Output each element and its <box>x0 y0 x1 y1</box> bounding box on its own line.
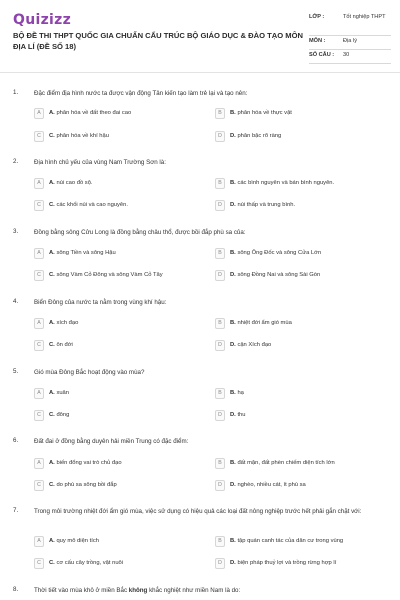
options-row <box>34 318 384 331</box>
option-letter-box: B <box>215 178 225 189</box>
option-letter-box: D <box>215 270 225 281</box>
option-text: D. nghèo, nhiều cát, ít phù sa <box>230 482 306 488</box>
option-d[interactable] <box>215 480 380 493</box>
option-letter-box: B <box>215 108 225 119</box>
option-text: B. nhiệt đới ẩm gió mùa <box>230 320 292 326</box>
option-letter-box: D <box>215 340 225 351</box>
option-d[interactable] <box>215 558 380 571</box>
question-text: Đất đai ở đồng bằng duyên hải miền Trung có đặc điểm: <box>34 438 189 445</box>
option-c[interactable] <box>34 410 199 423</box>
option-b[interactable] <box>215 248 380 261</box>
meta-value: Địa lý <box>343 35 391 49</box>
option-text: B. các bình nguyên và bán bình nguyên. <box>230 180 335 186</box>
option-letter-box: C <box>34 270 44 281</box>
question-number: 2. <box>13 158 19 165</box>
option-c[interactable] <box>34 480 199 493</box>
option-a[interactable] <box>34 388 199 401</box>
option-letter-box: A <box>34 458 44 469</box>
option-text: C. sông Vàm Cỏ Đông và sông Vàm Cỏ Tây <box>49 272 163 278</box>
option-letter-box: D <box>215 200 225 211</box>
meta-value: Tốt nghiệp THPT <box>343 12 391 35</box>
options-row <box>34 536 384 549</box>
option-text: A. xích đạo <box>49 320 79 326</box>
option-text: A. biến đổng vai trò chủ đạo <box>49 460 122 466</box>
option-letter-box: B <box>215 388 225 399</box>
option-letter-box: D <box>215 410 225 421</box>
option-letter-box: A <box>34 248 44 259</box>
meta-row-subject <box>309 35 391 49</box>
meta-table <box>309 12 391 64</box>
options-row <box>34 480 384 493</box>
option-text: C. đông <box>49 412 70 418</box>
option-d[interactable] <box>215 270 380 283</box>
option-text: D. thu <box>230 412 246 418</box>
document-title: BỘ ĐỀ THI THPT QUỐC GIA CHUẨN CẤU TRÚC BỘ GIÁO DỤC & ĐÀO TẠO MÔN ĐỊA LÍ (ĐỀ SỐ 18) <box>13 31 303 51</box>
option-letter-box: C <box>34 200 44 211</box>
question-number: 7. <box>13 507 19 514</box>
header-divider <box>0 72 400 73</box>
question-text: Trong môi trường nhiệt đới ẩm gió mùa, việc sử dụng có hiệu quả các loại đất nông nghiệp trước hết phải gắn chặt với: <box>34 508 362 515</box>
quizizz-logo: Quizizz <box>13 12 72 28</box>
option-letter-box: B <box>215 536 225 547</box>
option-text: D. sông Đồng Nai và sông Sài Gòn <box>230 272 321 278</box>
options-row <box>34 200 384 213</box>
options-row <box>34 108 384 121</box>
option-letter-box: D <box>215 480 225 491</box>
option-letter-box: C <box>34 558 44 569</box>
options-row <box>34 558 384 571</box>
options-row <box>34 388 384 401</box>
option-text: A. quy mô diện tích <box>49 538 99 544</box>
options-row <box>34 340 384 353</box>
option-c[interactable] <box>34 340 199 353</box>
option-b[interactable] <box>215 388 380 401</box>
question-number: 3. <box>13 228 19 235</box>
option-letter-box: A <box>34 388 44 399</box>
option-b[interactable] <box>215 318 380 331</box>
option-b[interactable] <box>215 536 380 549</box>
options-row <box>34 458 384 471</box>
option-letter-box: B <box>215 458 225 469</box>
options-row <box>34 248 384 261</box>
meta-row-count <box>309 49 391 63</box>
option-c[interactable] <box>34 200 199 213</box>
meta-key: MÔN : <box>309 35 343 49</box>
option-d[interactable] <box>215 131 380 144</box>
option-letter-box: C <box>34 410 44 421</box>
question-number: 6. <box>13 437 19 444</box>
option-text: B. đất mặn, đất phèn chiếm diện tích lớn <box>230 460 335 466</box>
option-text: A. sông Tiền và sông Hậu <box>49 250 116 256</box>
meta-key: LỚP : <box>309 12 343 35</box>
option-text: A. phân hóa về đất theo đai cao <box>49 110 132 116</box>
option-letter-box: A <box>34 108 44 119</box>
question-number: 5. <box>13 368 19 375</box>
option-text: C. do phù sa sông bồi đắp <box>49 482 117 488</box>
option-a[interactable] <box>34 536 199 549</box>
option-letter-box: A <box>34 318 44 329</box>
option-letter-box: C <box>34 131 44 142</box>
option-c[interactable] <box>34 131 199 144</box>
option-text: B. sông Ông Đốc và sông Cửa Lớn <box>230 250 322 256</box>
option-text: D. biện pháp thuỷ lợi và trồng rừng hợp lí <box>230 560 337 566</box>
option-text: B. tập quán canh tác của dân cư trong vùng <box>230 538 344 544</box>
meta-row-class <box>309 12 391 35</box>
option-letter-box: D <box>215 558 225 569</box>
option-text: C. ôn đới <box>49 342 73 348</box>
option-text: B. phân hóa về thực vật <box>230 110 292 116</box>
option-a[interactable] <box>34 458 199 471</box>
options-row <box>34 178 384 191</box>
option-c[interactable] <box>34 270 199 283</box>
option-text: D. núi thấp và trung bình. <box>230 202 296 208</box>
question-text: Thời tiết vào mùa khô ở miền Bắc không khắc nghiệt như miền Nam là do: <box>34 587 241 594</box>
question-text: Địa hình chủ yếu của vùng Nam Trường Sơn là: <box>34 159 166 166</box>
options-row <box>34 131 384 144</box>
options-row <box>34 410 384 423</box>
option-text: C. phân hóa về khí hậu <box>49 133 109 139</box>
option-a[interactable] <box>34 178 199 191</box>
option-a[interactable] <box>34 318 199 331</box>
question-number: 8. <box>13 586 19 593</box>
option-text: C. cơ cấu cây trồng, vật nuôi <box>49 560 124 566</box>
option-letter-box: C <box>34 340 44 351</box>
question-text: Gió mùa Đông Bắc hoạt động vào mùa? <box>34 369 145 376</box>
option-a[interactable] <box>34 248 199 261</box>
option-a[interactable] <box>34 108 199 121</box>
option-d[interactable] <box>215 200 380 213</box>
option-b[interactable] <box>215 108 380 121</box>
option-text: D. cận Xích đạo <box>230 342 272 348</box>
option-d[interactable] <box>215 340 380 353</box>
option-text: D. phân bậc rõ ràng <box>230 133 282 139</box>
option-d[interactable] <box>215 410 380 423</box>
option-b[interactable] <box>215 458 380 471</box>
question-text: Đồng bằng sông Cửu Long là đồng bằng châu thổ, được bồi đắp phù sa của: <box>34 229 246 236</box>
question-text: Đặc điểm địa hình nước ta được vận động Tân kiến tạo làm trẻ lại và tạo nên: <box>34 90 248 97</box>
option-text: A. núi cao đồ sộ. <box>49 180 93 186</box>
question-number: 1. <box>13 89 19 96</box>
option-text: A. xuân <box>49 390 70 396</box>
option-letter-box: C <box>34 480 44 491</box>
option-letter-box: A <box>34 178 44 189</box>
question-number: 4. <box>13 298 19 305</box>
option-text: C. các khối núi và cao nguyên. <box>49 202 128 208</box>
question-text: Biển Đông của nước ta nằm trong vùng khí hậu: <box>34 299 167 306</box>
meta-value: 30 <box>343 49 391 63</box>
option-letter-box: B <box>215 248 225 259</box>
options-row <box>34 270 384 283</box>
option-letter-box: A <box>34 536 44 547</box>
option-text: B. hạ <box>230 390 244 396</box>
option-letter-box: D <box>215 131 225 142</box>
option-b[interactable] <box>215 178 380 191</box>
meta-key: SỐ CÂU : <box>309 49 343 63</box>
option-c[interactable] <box>34 558 199 571</box>
option-letter-box: B <box>215 318 225 329</box>
